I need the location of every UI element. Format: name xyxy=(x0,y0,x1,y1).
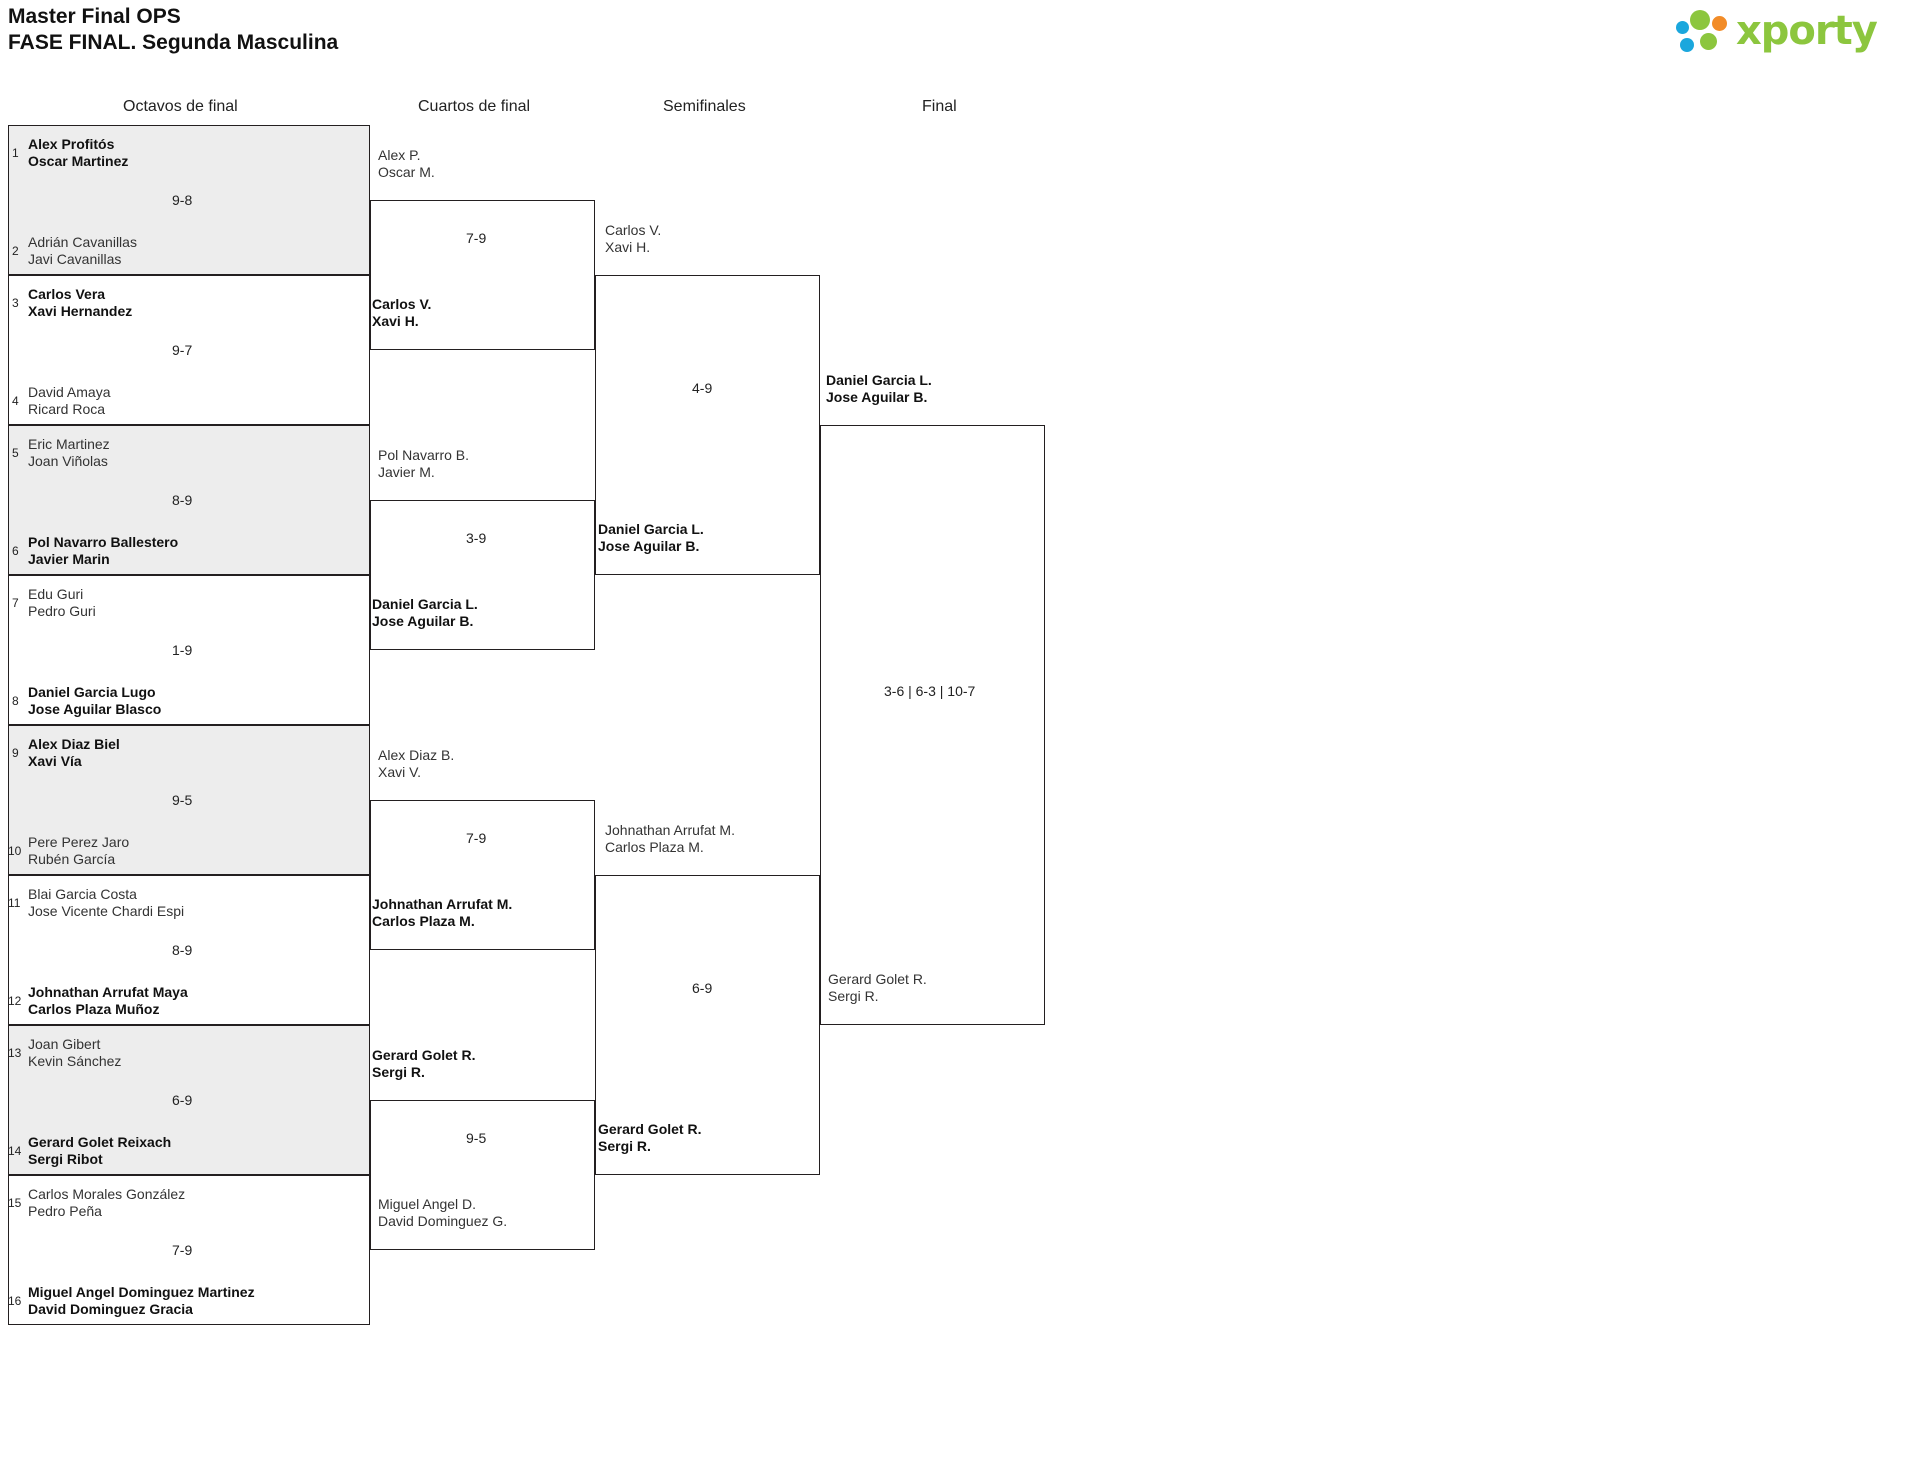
player-name: Jose Aguilar B. xyxy=(372,613,474,629)
seed-number: 2 xyxy=(12,244,19,258)
seed-number: 10 xyxy=(8,844,22,858)
player-name: Gerard Golet R. xyxy=(828,971,927,987)
player-name: Gerard Golet R. xyxy=(372,1047,476,1063)
page-subtitle: FASE FINAL. Segunda Masculina xyxy=(8,31,339,54)
player-name: Pol Navarro Ballestero xyxy=(28,534,179,550)
match-score: 4-9 xyxy=(692,380,713,396)
player-name: Javier Marin xyxy=(28,551,110,567)
player-name: David Dominguez G. xyxy=(378,1213,508,1229)
player-name: Sergi R. xyxy=(828,988,879,1004)
player-name: Sergi Ribot xyxy=(28,1151,103,1167)
player-name: Johnathan Arrufat M. xyxy=(372,896,513,912)
player-name: Joan Viñolas xyxy=(28,453,108,469)
player-name: Carlos V. xyxy=(372,296,432,312)
player-name: Ricard Roca xyxy=(28,401,106,417)
player-name: Carlos V. xyxy=(605,222,662,238)
player-name: Carlos Plaza M. xyxy=(372,913,475,929)
seed-number: 15 xyxy=(8,1196,22,1210)
round-heading-sf: Semifinales xyxy=(663,98,746,115)
round-heading-final: Final xyxy=(922,98,957,115)
match-score: 6-9 xyxy=(172,1092,193,1108)
player-name: David Amaya xyxy=(28,384,111,400)
player-name: Gerard Golet Reixach xyxy=(28,1134,172,1150)
player-name: Kevin Sánchez xyxy=(28,1053,122,1069)
player-name: Alex Diaz B. xyxy=(378,747,455,763)
player-name: Adrián Cavanillas xyxy=(28,234,137,250)
seed-number: 6 xyxy=(12,544,19,558)
player-name: Johnathan Arrufat Maya xyxy=(28,984,188,1000)
match-score: 3-6 | 6-3 | 10-7 xyxy=(884,683,976,699)
player-name: Pere Perez Jaro xyxy=(28,834,130,850)
match-score: 7-9 xyxy=(466,830,487,846)
player-name: Rubén García xyxy=(28,851,116,867)
player-name: Edu Guri xyxy=(28,586,84,602)
player-name: Eric Martinez xyxy=(28,436,110,452)
player-name: Miguel Angel Dominguez Martinez xyxy=(28,1284,255,1300)
player-name: Xavi H. xyxy=(605,239,651,255)
match-score: 9-5 xyxy=(172,792,193,808)
player-name: Johnathan Arrufat M. xyxy=(605,822,735,838)
seed-number: 7 xyxy=(12,596,19,610)
seed-number: 11 xyxy=(8,896,21,910)
match-score: 7-9 xyxy=(172,1242,193,1258)
player-name: Sergi R. xyxy=(372,1064,425,1080)
player-name: Jose Aguilar B. xyxy=(826,389,928,405)
player-name: Javier M. xyxy=(378,464,435,480)
player-name: Daniel Garcia L. xyxy=(826,372,932,388)
player-name: David Dominguez Gracia xyxy=(28,1301,193,1317)
seed-number: 14 xyxy=(8,1144,22,1158)
player-name: Oscar Martinez xyxy=(28,153,129,169)
player-name: Daniel Garcia L. xyxy=(598,521,704,537)
player-name: Jose Vicente Chardi Espi xyxy=(28,903,185,919)
match-score: 8-9 xyxy=(172,492,193,508)
player-name: Xavi H. xyxy=(372,313,419,329)
player-name: Xavi Vía xyxy=(28,753,82,769)
player-name: Pedro Guri xyxy=(28,603,96,619)
seed-number: 13 xyxy=(8,1046,22,1060)
table-row[interactable] xyxy=(820,425,1045,1025)
match-score: 1-9 xyxy=(172,642,193,658)
logo-text: xporty xyxy=(1736,8,1877,54)
player-name: Daniel Garcia L. xyxy=(372,596,478,612)
player-name: Gerard Golet R. xyxy=(598,1121,702,1137)
player-name: Blai Garcia Costa xyxy=(28,886,137,902)
player-name: Alex Diaz Biel xyxy=(28,736,120,752)
match-score: 8-9 xyxy=(172,942,193,958)
seed-number: 16 xyxy=(8,1294,22,1308)
player-name: Alex P. xyxy=(378,147,421,163)
player-name: Javi Cavanillas xyxy=(28,251,122,267)
player-name: Carlos Vera xyxy=(28,286,106,302)
player-name: Carlos Morales González xyxy=(28,1186,186,1202)
player-name: Xavi Hernandez xyxy=(28,303,133,319)
seed-number: 3 xyxy=(12,296,19,310)
player-name: Jose Aguilar Blasco xyxy=(28,701,162,717)
match-score: 3-9 xyxy=(466,530,487,546)
player-name: Sergi R. xyxy=(598,1138,651,1154)
seed-number: 1 xyxy=(12,146,19,160)
seed-number: 4 xyxy=(12,394,19,408)
match-score: 9-7 xyxy=(172,342,193,358)
player-name: Joan Gibert xyxy=(28,1036,101,1052)
seed-number: 8 xyxy=(12,694,19,708)
player-name: Daniel Garcia Lugo xyxy=(28,684,156,700)
player-name: Miguel Angel D. xyxy=(378,1196,477,1212)
round-heading-r16: Octavos de final xyxy=(123,98,238,115)
player-name: Carlos Plaza Muñoz xyxy=(28,1001,160,1017)
match-score: 7-9 xyxy=(466,230,487,246)
page-title: Master Final OPS xyxy=(8,5,181,28)
player-name: Pol Navarro B. xyxy=(378,447,470,463)
round-heading-qf: Cuartos de final xyxy=(418,98,531,115)
match-score: 9-8 xyxy=(172,192,193,208)
player-name: Carlos Plaza M. xyxy=(605,839,704,855)
match-score: 6-9 xyxy=(692,980,713,996)
seed-number: 9 xyxy=(12,746,19,760)
player-name: Oscar M. xyxy=(378,164,435,180)
player-name: Alex Profitós xyxy=(28,136,115,152)
seed-number: 12 xyxy=(8,994,22,1008)
match-score: 9-5 xyxy=(466,1130,487,1146)
page-header xyxy=(0,0,1920,68)
player-name: Pedro Peña xyxy=(28,1203,102,1219)
xporty-logo[interactable] xyxy=(1672,6,1902,58)
logo-dots-icon xyxy=(1672,10,1734,56)
title-block xyxy=(8,4,338,56)
player-name: Xavi V. xyxy=(378,764,422,780)
player-name: Jose Aguilar B. xyxy=(598,538,700,554)
seed-number: 5 xyxy=(12,446,19,460)
